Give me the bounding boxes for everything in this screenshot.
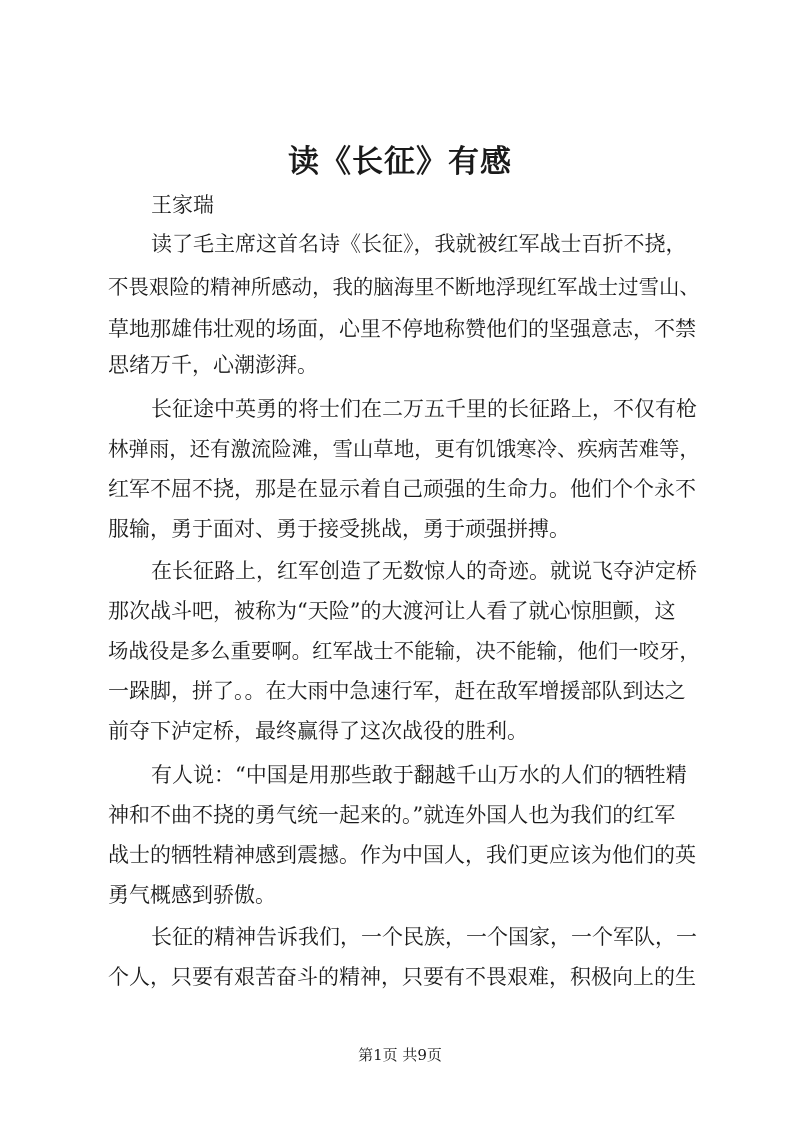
paragraph-4-line-1: 有人说：“中国是用那些敢于翻越千山万水的人们的牺牲精 (151, 763, 687, 787)
paragraph-4-line-2: 神和不曲不挠的勇气统一起来的。”就连外国人也为我们的红军 (108, 803, 676, 827)
paragraph-1-line-3: 草地那雄伟壮观的场面，心里不停地称赞他们的坚强意志，不禁 (108, 317, 696, 341)
paragraph-4-line-3: 战士的牺牲精神感到震撼。作为中国人，我们更应该为他们的英 (108, 843, 696, 867)
paragraph-2-line-4: 服输，勇于面对、勇于接受挑战，勇于顽强拼搏。 (108, 517, 570, 541)
paragraph-1-line-2: 不畏艰险的精神所感动，我的脑海里不断地浮现红军战士过雪山、 (108, 275, 700, 299)
author-name: 王家瑞 (151, 193, 214, 217)
paragraph-5-line-1: 长征的精神告诉我们，一个民族，一个国家，一个军队，一 (151, 925, 697, 949)
paragraph-1-line-1: 读了毛主席这首名诗《长征》，我就被红军战士百折不挠， (151, 232, 687, 256)
paragraph-1-line-4: 思绪万千，心潮澎湃。 (108, 353, 318, 377)
paragraph-3-line-2: 那次战斗吧，被称为“天险”的大渡河让人看了就心惊胆颤，这 (108, 599, 676, 623)
paragraph-2-line-2: 林弹雨，还有激流险滩，雪山草地，更有饥饿寒冷、疾病苦难等， (108, 437, 700, 461)
paragraph-2-line-1: 长征途中英勇的将士们在二万五千里的长征路上，不仅有枪 (151, 397, 697, 421)
paragraph-3-line-1: 在长征路上，红军创造了无数惊人的奇迹。就说飞夺泸定桥 (151, 559, 697, 583)
paragraph-3-line-3: 场战役是多么重要啊。红军战士不能输，决不能输，他们一咬牙， (108, 639, 700, 663)
paragraph-3-line-5: 前夺下泸定桥，最终赢得了这次战役的胜利。 (108, 719, 528, 743)
paragraph-2-line-3: 红军不屈不挠，那是在显示着自己顽强的生命力。他们个个永不 (108, 477, 696, 501)
document-title: 读《长征》有感 (288, 144, 512, 180)
paragraph-3-line-4: 一跺脚，拼了。。在大雨中急速行军，赶在敌军增援部队到达之 (108, 679, 686, 703)
paragraph-5-line-2: 个人，只要有艰苦奋斗的精神，只要有不畏艰难，积极向上的生 (108, 965, 696, 989)
page-number-footer: 第1页 共9页 (358, 1046, 442, 1064)
paragraph-4-line-4: 勇气概感到骄傲。 (108, 883, 276, 907)
